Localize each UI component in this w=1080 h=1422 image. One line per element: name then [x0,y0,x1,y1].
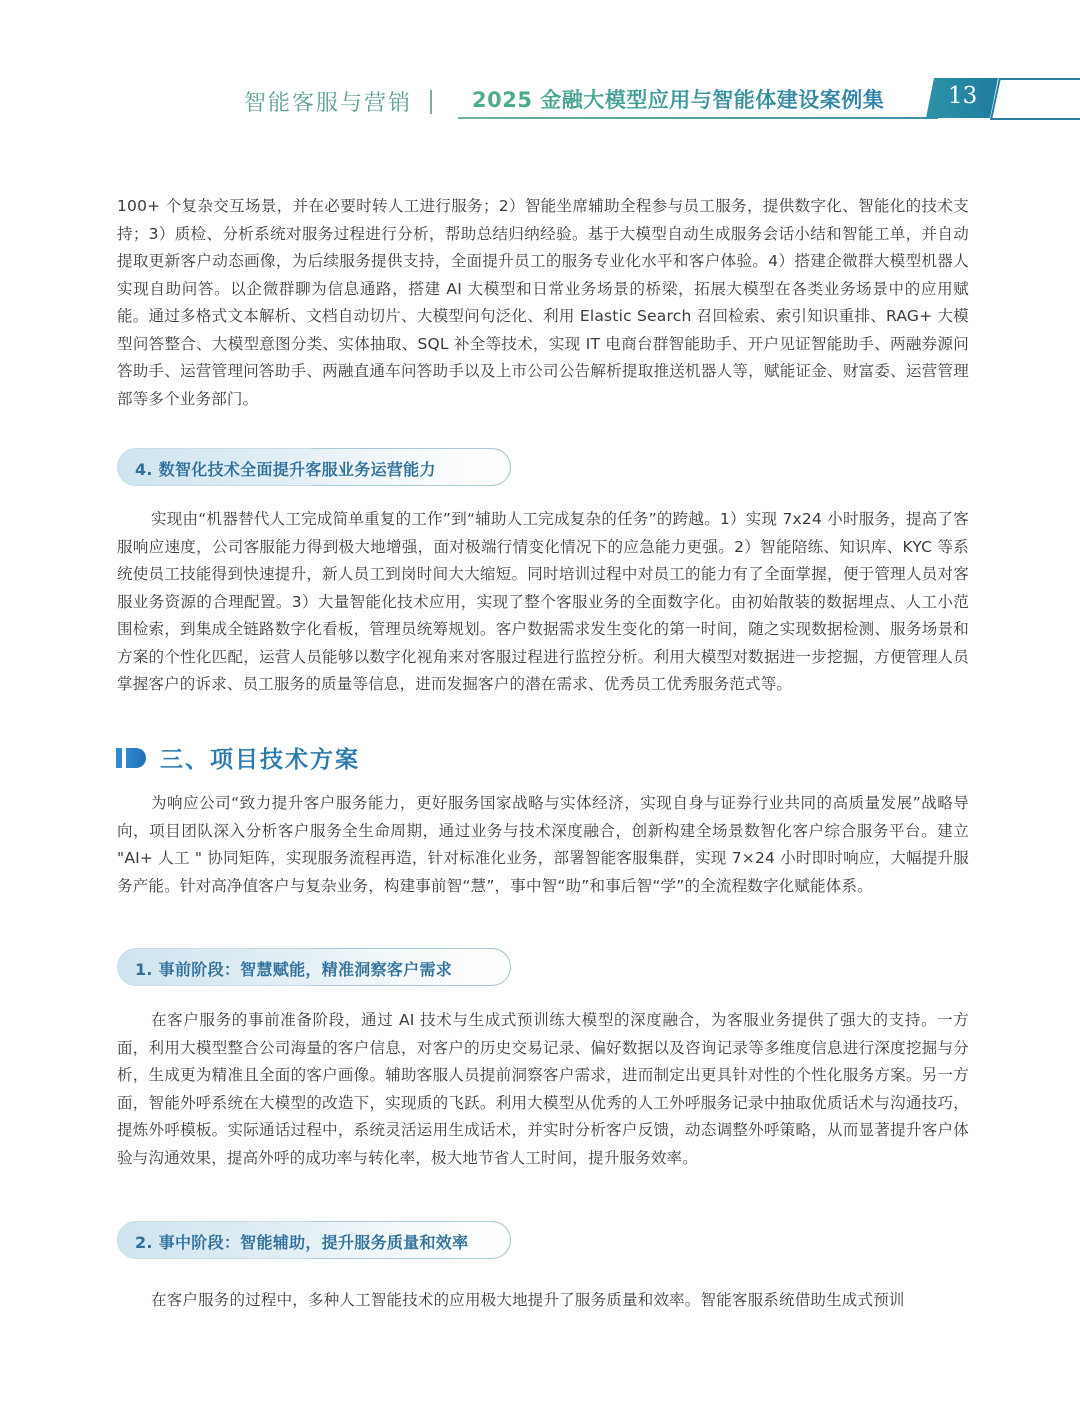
body-paragraph-1: 100+ 个复杂交互场景，并在必要时转人工进行服务；2）智能坐席辅助全程参与员工服务，提供数字化、智能化的技术支持；3）质检、分析系统对服务过程进行分析，帮助总结归纳经验。基于大模型自动生成服务会话小结和智能工单，并自动提取更新客户动态画像，为后续服务提供支持，全面提升员工的服务专业化水平和客户体验。4）搭建企微群大模型机器人实现自助问答。以企微群聊为信息通路，搭建 AI 大模型和日常业务场景的桥梁，拓展大模型在各类业务场景中的应用赋能。通过多格式文本解析、文档自动切片、大模型问句泛化、利用 Elastic Search 召回检索、索引知识重排、RAG+ 大模型问答整合、大模型意图分类、实体抽取、SQL 补全等技术，实现 IT 电商台群智能助手、开户见证智能助手、两融券源问答助手、运营管理问答助手、两融直通车问答助手以及上市公司公告解析提取推送机器人等，赋能证金、财富委、运营管理部等多个业务部门。 [117,197,969,408]
section-label: 智能客服与营销 [244,91,413,116]
subheading-text: 4. 数智化技术全面提升客服业务运营能力 [135,460,436,479]
subheading-pill-2 [117,1221,511,1259]
header-separator [430,90,432,114]
subheading-text: 2. 事中阶段：智能辅助，提升服务质量和效率 [135,1233,469,1252]
section-title: 三、项目技术方案 [160,747,360,773]
subheading-text: 1. 事前阶段：智慧赋能，精准洞察客户需求 [135,960,453,979]
page-number: 13 [948,83,978,109]
header-right-frame [990,78,1080,120]
body-paragraph-4: 在客户服务的事前准备阶段，通过 AI 技术与生成式预训练大模型的深度融合，为客服业务提供了强大的支持。一方面，利用大模型整合公司海量的客户信息，对客户的历史交易记录、偏好数据以及咨询记录等多维度信息进行深度挖掘与分析，生成更为精准且全面的客户画像。辅助客服人员提前洞察客户需求，进而制定出更具针对性的个性化服务方案。另一方面，智能外呼系统在大模型的改造下，实现质的飞跃。利用大模型从优秀的人工外呼服务记录中抽取优质话术与沟通技巧，提炼外呼模板。实际通话过程中，系统灵活运用生成话术，并实时分析客户反馈，动态调整外呼策略，从而显著提升客户体验与沟通效果，提高外呼的成功率与转化率，极大地节省人工时间，提升服务效率。 [117,1011,969,1167]
section-marker-icon [116,748,148,768]
subheading-pill-1 [117,948,511,986]
body-paragraph-5: 在客户服务的过程中，多种人工智能技术的应用极大地提升了服务质量和效率。智能客服系统借助生成式预训 [151,1291,905,1309]
subheading-pill-4 [117,448,511,486]
body-paragraph-3: 为响应公司“致力提升客户服务能力，更好服务国家战略与实体经济，实现自身与证券行业共同的高质量发展”战略导向，项目团队深入分析客户服务全生命周期，通过业务与技术深度融合，创新构建全场景数智化客户综合服务平台。建立 "AI+ 人工 " 协同矩阵，实现服务流程再造，针对标准化业务，部署智能客服集群，实现 7×24 小时即时响应，大幅提升服务产能。针对高净值客户与复杂业务，构建事前智“慧”，事中智“助”和事后智“学”的全流程数字化赋能体系。 [117,794,969,895]
publication-title: 2025 金融大模型应用与智能体建设案例集 [472,84,884,114]
header-underline [458,117,938,119]
body-paragraph-2: 实现由“机器替代人工完成简单重复的工作”到“辅助人工完成复杂的任务”的跨越。1）实现 7x24 小时服务，提高了客服响应速度，公司客服能力得到极大地增强，面对极端行情变化情况下的应急能力更强。2）智能陪练、知识库、KYC 等系统使员工技能得到快速提升，新人员工到岗时间大大缩短。同时培训过程中对员工的能力有了全面掌握，便于管理人员对客服业务资源的合理配置。3）大量智能化技术应用，实现了整个客服业务的全面数字化。由初始散装的数据埋点、人工小范围检索，到集成全链路数字化看板，管理员统筹规划。客户数据需求发生变化的第一时间，随之实现数据检测、服务场景和方案的个性化匹配，运营人员能够以数字化视角来对客服过程进行监控分析。利用大模型对数据进一步挖掘，方便管理人员掌握客户的诉求、员工服务的质量等信息，进而发掘客户的潜在需求、优秀员工优秀服务范式等。 [117,510,969,693]
